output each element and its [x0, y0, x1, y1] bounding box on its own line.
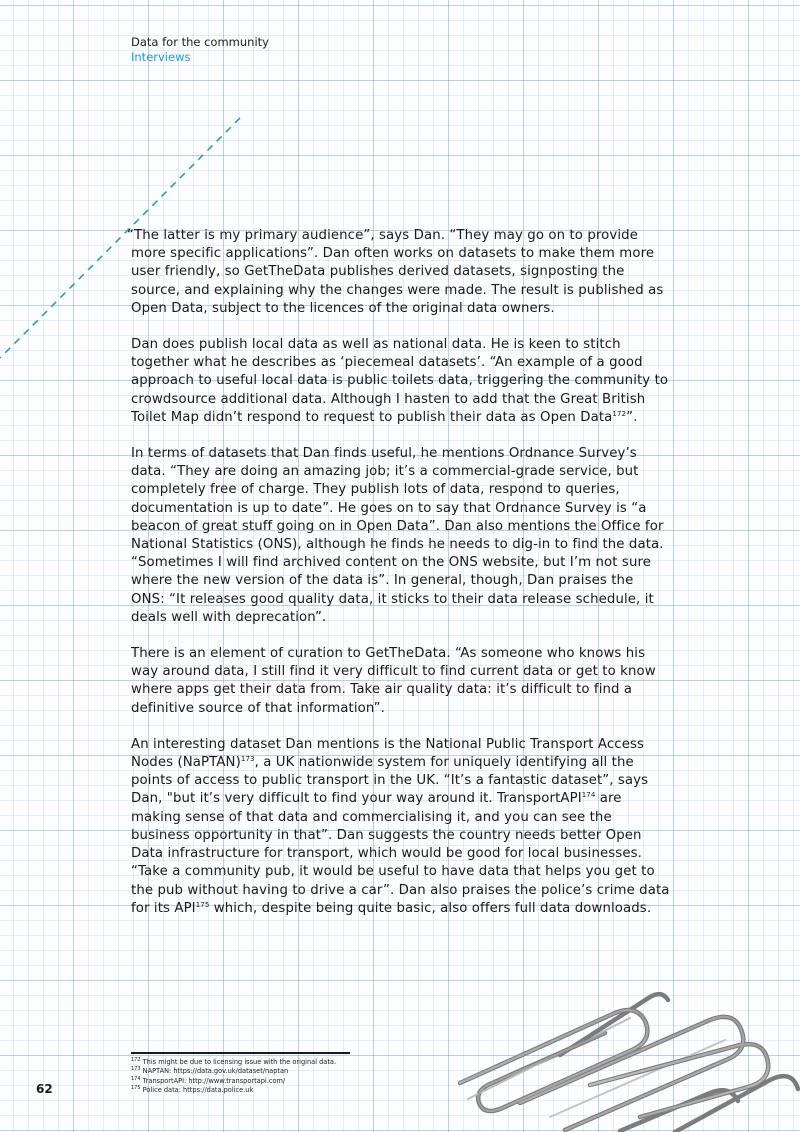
- footnote-ref-173[interactable]: 173: [240, 755, 255, 764]
- footnote-text[interactable]: TransportAPI: http://www.transportapi.com/: [140, 1076, 286, 1085]
- paragraph-4: [131, 645, 671, 718]
- footnote-text: This might be due to licensing issue with the original data.: [140, 1058, 337, 1066]
- paragraph-5-text-a: An interesting dataset Dan mentions is the National Public Transport Access Nodes (NaPTAN): [131, 736, 645, 771]
- paragraph-5-text-c: are making sense of that data and commercialising it, and you can see the business opportunity in that”. Dan suggests the country needs better Open Data infrastructure for transport, which would be good for local businesses. “Take a community pub, it would be useful to have data that helps you get to the pub without having to drive a car”. Dan also praises the police’s crime data for its API: [131, 791, 670, 916]
- footnote-173[interactable]: [131, 1067, 336, 1076]
- paragraph-2: [131, 336, 671, 427]
- footnote-text[interactable]: NAPTAN: https://data.gov.uk/dataset/naptan: [140, 1067, 289, 1076]
- footnote-number: 173: [131, 1066, 141, 1073]
- paragraph-5: [131, 736, 671, 918]
- footnote-174[interactable]: [131, 1077, 336, 1086]
- paperclips-image: [440, 985, 800, 1132]
- header-kicker: Data for the community: [131, 35, 269, 49]
- page-number: 62: [36, 1082, 53, 1096]
- paragraph-4-text: There is an element of curation to GetTheData. “As someone who knows his way around data, I still find it very difficult to find current data or get to know where apps get their data from. Take air quality data: it’s difficult to find a definitive source of that information”.: [131, 646, 656, 716]
- footnote-ref-172[interactable]: 172: [612, 409, 627, 418]
- footnote-ref-174[interactable]: 174: [581, 791, 596, 800]
- article-body: [127, 227, 671, 936]
- footnotes: [131, 1058, 336, 1096]
- footnote-number: 174: [131, 1075, 141, 1082]
- header-section: Interviews: [131, 50, 191, 64]
- paragraph-3: [131, 445, 671, 627]
- paragraph-2-text: Dan does publish local data as well as national data. He is keen to stitch together what he describes as ‘piecemeal datasets’. “An example of a good approach to useful local data is public toilets data, triggering the community to crowdsource additional data. Although I hasten to add that the Great British Toilet Map didn’t respond to request to publish their data as Open Data: [131, 337, 669, 425]
- footnote-ref-175[interactable]: 175: [195, 900, 210, 909]
- footnote-172: [131, 1058, 336, 1067]
- paragraph-5-text-d: which, despite being quite basic, also offers full data downloads.: [209, 900, 652, 916]
- paragraph-3-text: In terms of datasets that Dan finds useful, he mentions Ordnance Survey’s data. “They are doing an amazing job; it’s a commercial-grade service, but completely free of charge. They publish lots of data, respond to queries, documentation is up to date”. He goes on to say that Ordnance Survey is “a beacon of great stuff going on in Open Data”. Dan also mentions the Office for National Statistics (ONS), although he finds he needs to dig-in to find the data. “Sometimes I will find archived content on the ONS website, but I’m not sure where the new version of the data is”. In general, though, Dan praises the ONS: “It releases good quality data, it sticks to their data release schedule, it deals well with deprecation”.: [131, 446, 664, 625]
- footnote-number: 172: [131, 1057, 141, 1063]
- paragraph-1: [127, 227, 671, 318]
- paragraph-1-text: “The latter is my primary audience”, says Dan. “They may go on to provide more specific applications”. Dan often works on datasets to make them more user friendly, so GetTheData publishes derived datasets, signposting the source, and explaining why the changes were made. The result is published as Open Data, subject to the licences of the original data owners.: [127, 228, 664, 316]
- paragraph-5-text-b: , a UK nationwide system for uniquely identifying all the points of access to public transport in the UK. “It’s a fantastic dataset”, says Dan, "but it’s very difficult to find your way around it. TransportAPI: [131, 755, 649, 807]
- footnote-rule: [131, 1052, 350, 1054]
- running-header: [131, 35, 269, 65]
- footnote-number: 175: [131, 1085, 141, 1092]
- paragraph-2-text-end: ”.: [626, 409, 638, 425]
- footnote-text[interactable]: Police data: https://data.police.uk: [140, 1086, 254, 1095]
- footnote-175[interactable]: [131, 1086, 336, 1095]
